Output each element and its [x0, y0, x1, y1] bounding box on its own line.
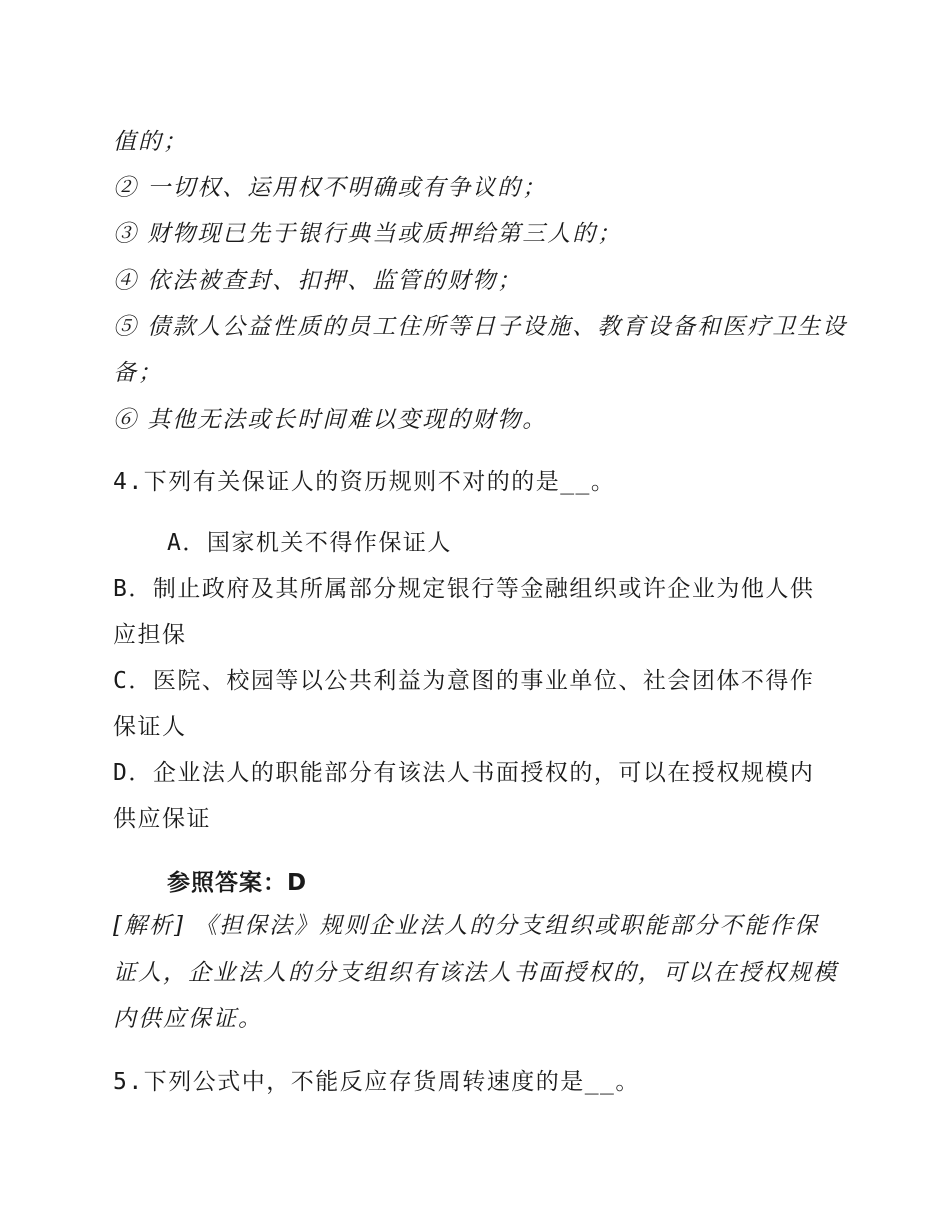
- list-item-2: ② 一切权、运用权不明确或有争议的；: [113, 175, 548, 201]
- list-item-5-line2: 备；: [113, 360, 163, 386]
- list-item-5-line1: ⑤ 债款人公益性质的员工住所等日子设施、教育设备和医疗卫生设: [113, 314, 848, 340]
- list-item-3: ③ 财物现已先于银行典当或质押给第三人的；: [113, 221, 623, 247]
- question-4-analysis-line2: 证人，企业法人的分支组织有该法人书面授权的，可以在授权规模: [113, 960, 838, 986]
- question-4-option-d-line1: D．企业法人的职能部分有该法人书面授权的，可以在授权规模内: [113, 760, 815, 786]
- question-4-option-b-line2: 应担保: [113, 622, 187, 648]
- question-4-option-d-line2: 供应保证: [113, 806, 211, 832]
- question-4-option-a: A．国家机关不得作保证人: [167, 530, 452, 556]
- question-4-answer: 参照答案：D: [167, 870, 308, 896]
- question-4-analysis-line3: 内供应保证。: [113, 1006, 263, 1032]
- list-item-6: ⑥ 其他无法或长时间难以变现的财物。: [113, 407, 548, 433]
- question-4-option-b-line1: B．制止政府及其所属部分规定银行等金融组织或许企业为他人供: [113, 576, 815, 602]
- question-4-option-c-line1: C．医院、校园等以公共利益为意图的事业单位、社会团体不得作: [113, 668, 815, 694]
- question-4-analysis-line1: [解析] 《担保法》规则企业法人的分支组织或职能部分不能作保: [113, 913, 820, 939]
- continued-text-line: 值的；: [113, 129, 188, 155]
- question-4-option-c-line2: 保证人: [113, 714, 187, 740]
- question-5-stem: 5.下列公式中，不能反应存货周转速度的是__。: [113, 1069, 640, 1095]
- list-item-4: ④ 依法被查封、扣押、监管的财物；: [113, 268, 523, 294]
- question-4-stem: 4.下列有关保证人的资历规则不对的的是__。: [113, 469, 616, 495]
